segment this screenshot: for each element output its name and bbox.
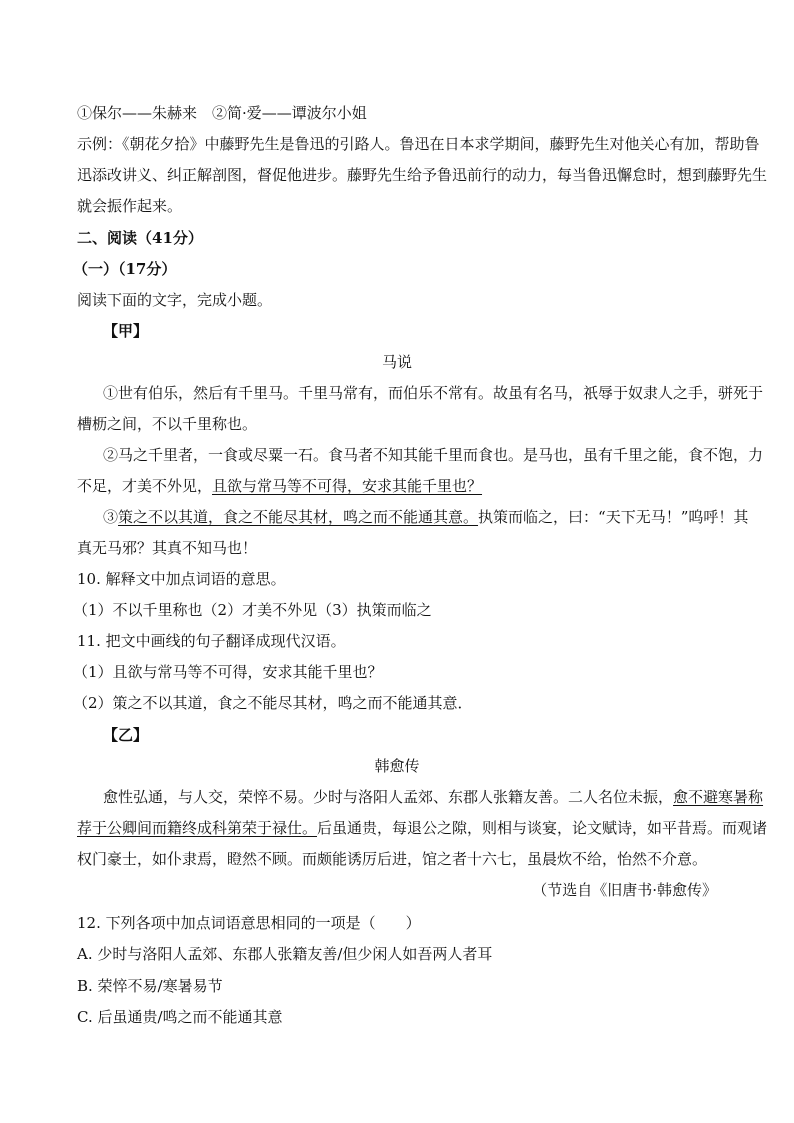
- passage-jia-title: 马说: [381, 353, 412, 371]
- jia-p3-prefix: ③: [103, 508, 119, 526]
- yi-source: （节选自《旧唐书·韩愈传》: [532, 881, 717, 899]
- jia-p2-underlined-sentence: 且欲与常马等不可得，安求其能千里也？: [212, 477, 483, 495]
- jia-p3-line-1: [103, 507, 749, 527]
- passage-yi-label: 【乙】: [103, 726, 149, 744]
- question-12: 12. 下列各项中加点词语意思相同的一项是（ ）: [77, 914, 421, 932]
- example-line-3: 就会振作起来。: [77, 197, 183, 215]
- yi-line-1-plain: 愈性弘通，与人交，荣悴不易。少时与洛阳人孟郊、东郡人张籍友善。二人名位未振，: [103, 788, 674, 806]
- example-line-1: 示例：《朝花夕拾》中藤野先生是鲁迅的引路人。鲁迅在日本求学期间，藤野先生对他关心有加，帮助鲁: [77, 135, 760, 153]
- yi-line-1: [103, 787, 764, 807]
- question-10-items: （1）不以千里称也（2）才美不外见（3）执策而临之: [73, 601, 432, 619]
- passage-yi-title: 韩愈传: [374, 757, 420, 775]
- option-c: C. 后虽通贵/鸣之而不能通其意: [77, 1008, 283, 1026]
- example-line-2: 迅添改讲义、纠正解剖图，督促他进步。藤野先生给予鲁迅前行的动力，每当鲁迅懈怠时，想到藤野先生: [77, 166, 768, 184]
- yi-underlined-sentence-end: 荐于公卿间而籍终成科第荣于禄仕。: [77, 819, 318, 837]
- jia-p3-line-2: 真无马邪？其真不知马也！: [77, 539, 258, 557]
- question-11: 11. 把文中画线的句子翻译成现代汉语。: [77, 632, 346, 650]
- question-10: 10. 解释文中加点词语的意思。: [77, 570, 286, 588]
- part-title: （一）（17分）: [73, 260, 177, 278]
- jia-p2-line-1: ②马之千里者，一食或尽粟一石。食马者不知其能千里而食也。是马也，虽有千里之能，食不饱，力: [103, 446, 764, 464]
- question-11-item-1: （1）且欲与常马等不可得，安求其能千里也？: [73, 663, 383, 681]
- option-a: A. 少时与洛阳人孟郊、东郡人张籍友善/但少闲人如吾两人者耳: [77, 945, 493, 963]
- jia-p1-line-1: ①世有伯乐，然后有千里马。千里马常有，而伯乐不常有。故虽有名马，祇辱于奴隶人之手，骈死于: [103, 384, 764, 402]
- yi-line-2: [77, 818, 768, 838]
- instruction: 阅读下面的文字，完成小题。: [77, 291, 273, 309]
- jia-p2-plain: 不足，才美不外见，: [77, 477, 213, 495]
- jia-p1-line-2: 槽枥之间，不以千里称也。: [77, 415, 258, 433]
- yi-line-2-rest: 后虽通贵，每退公之隙，则相与谈宴，论文赋诗，如平昔焉。而观诸: [317, 819, 768, 837]
- jia-p3-rest: 执策而临之，曰：“天下无马！”呜呼！其: [478, 508, 749, 526]
- passage-jia-label: 【甲】: [103, 322, 149, 340]
- answer-pair-line: ①保尔——朱赫来 ②简·爱——谭波尔小姐: [77, 104, 367, 122]
- yi-line-3: 权门豪士，如仆隶焉，瞪然不顾。而颇能诱厉后进，馆之者十六七，虽晨炊不给，怡然不介意。: [77, 850, 708, 868]
- jia-p3-underlined-sentence: 策之不以其道，食之不能尽其材，鸣之而不能通其意。: [118, 508, 479, 526]
- section-title: 二、阅读（41分）: [77, 229, 203, 247]
- yi-underlined-sentence-start: 愈不避寒暑称: [673, 788, 764, 806]
- question-11-item-2: （2）策之不以其道，食之不能尽其材，鸣之而不能通其意．: [73, 694, 473, 712]
- jia-p2-line-2: [77, 476, 717, 496]
- option-b: B. 荣悴不易/寒暑易节: [77, 977, 223, 995]
